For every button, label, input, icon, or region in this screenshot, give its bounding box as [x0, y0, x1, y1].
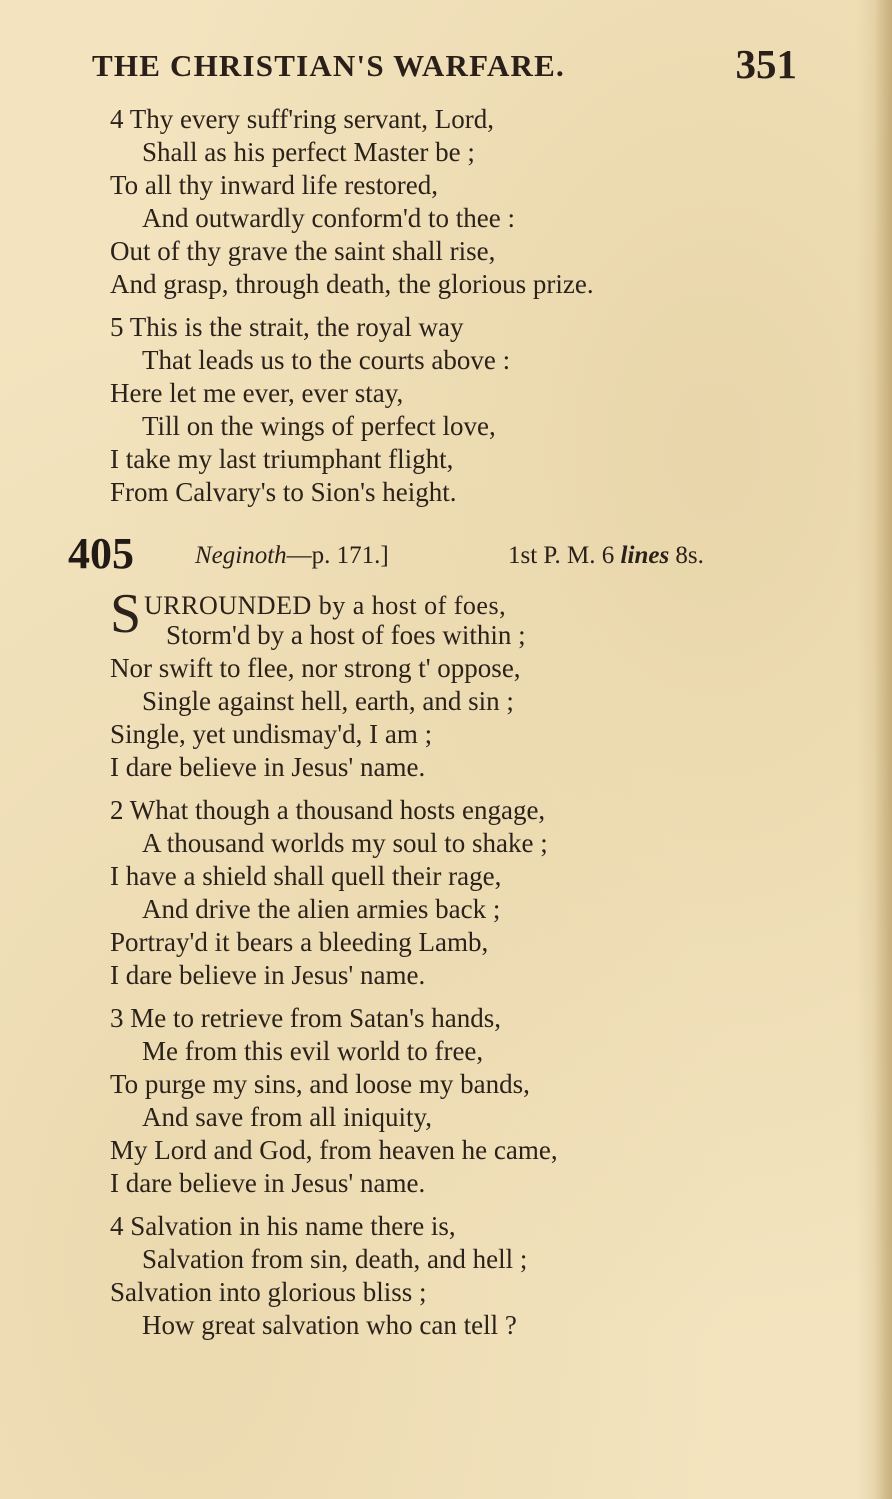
verse-line: A thousand worlds my soul to shake ; — [142, 828, 548, 858]
verse-line: Shall as his perfect Master be ; — [142, 137, 475, 167]
hymn-number: 405 — [68, 529, 134, 578]
verse-line: I have a shield shall quell their rage, — [110, 861, 502, 891]
verse-line: From Calvary's to Sion's height. — [110, 477, 457, 507]
verse-line: That leads us to the courts above : — [142, 345, 511, 375]
tune-page: —p. 171.] — [286, 542, 389, 569]
verse-line: To purge my sins, and loose my bands, — [110, 1069, 530, 1099]
verse-line: I take my last triumphant flight, — [110, 444, 454, 474]
page-edge-shadow — [874, 0, 892, 1499]
verse-line: Single, yet undismay'd, I am ; — [110, 719, 433, 749]
verse-line: And grasp, through death, the glorious prize. — [110, 269, 594, 299]
verse-line: Nor swift to flee, nor strong t' oppose, — [110, 653, 521, 683]
verse-line: Me from this evil world to free, — [142, 1036, 484, 1066]
verse-line: 3 Me to retrieve from Satan's hands, — [110, 1003, 502, 1033]
verse-line: Salvation into glorious bliss ; — [110, 1277, 427, 1307]
verse-line: Out of thy grave the saint shall rise, — [110, 236, 496, 266]
verse-line: Single against hell, earth, and sin ; — [142, 686, 514, 716]
verse-line: Here let me ever, ever stay, — [110, 378, 404, 408]
tune-name: Neginoth — [195, 542, 287, 569]
meter-prefix: 1st P. M. 6 — [508, 542, 621, 569]
running-title: THE CHRISTIAN'S WARFARE. — [92, 48, 565, 83]
verse-line: Till on the wings of perfect love, — [142, 411, 496, 441]
drop-cap: S — [110, 583, 142, 645]
verse-line: 4 Thy every suff'ring servant, Lord, — [110, 104, 495, 134]
verse-line: I dare believe in Jesus' name. — [110, 752, 426, 782]
meter — [508, 542, 704, 570]
meter-lines: lines — [620, 542, 670, 569]
first-line-text: URROUNDED by a host of foes, — [144, 591, 507, 620]
tune-reference — [195, 542, 389, 570]
verse-line: 4 Salvation in his name there is, — [110, 1211, 456, 1241]
verse-line: To all thy inward life restored, — [110, 170, 439, 200]
hymn-header — [68, 528, 783, 578]
verse-line: And outwardly conform'd to thee : — [142, 203, 516, 233]
page-number: 351 — [735, 41, 797, 87]
running-head — [92, 40, 797, 90]
meter-suffix: 8s. — [669, 542, 704, 569]
verse-line: 5 This is the strait, the royal way — [110, 312, 464, 342]
verse-line: I dare believe in Jesus' name. — [110, 1168, 426, 1198]
verse-line: How great salvation who can tell ? — [142, 1310, 517, 1340]
verse-line: Storm'd by a host of foes within ; — [166, 620, 526, 650]
verse-line: And save from all iniquity, — [142, 1102, 432, 1132]
verse-line: And drive the alien armies back ; — [142, 894, 501, 924]
verse-line: My Lord and God, from heaven he came, — [110, 1135, 558, 1165]
verse-line: Salvation from sin, death, and hell ; — [142, 1244, 528, 1274]
verse-line: 2 What though a thousand hosts engage, — [110, 795, 546, 825]
verse-line: I dare believe in Jesus' name. — [110, 960, 426, 990]
verse-line: Portray'd it bears a bleeding Lamb, — [110, 927, 489, 957]
